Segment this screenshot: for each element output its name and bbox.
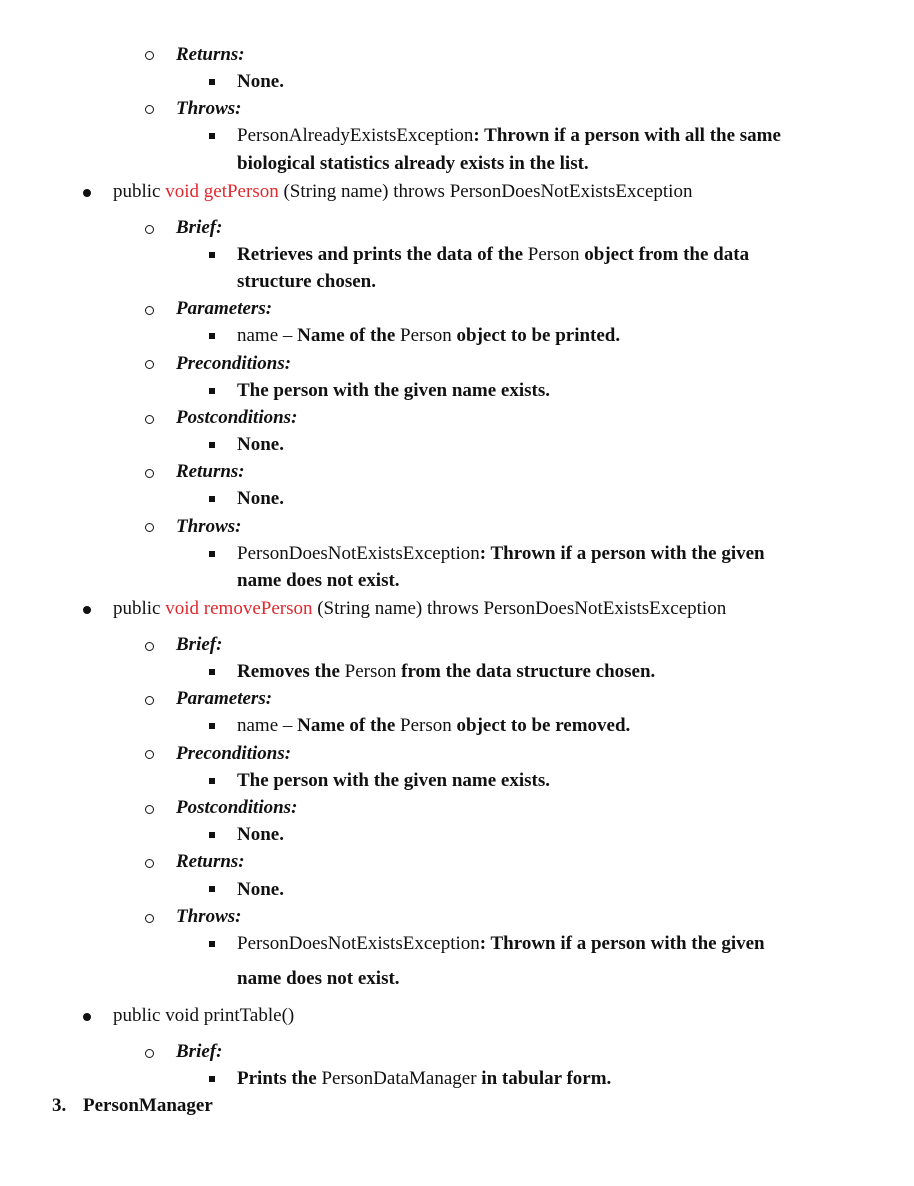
preconditions-label: Preconditions:: [176, 353, 292, 374]
postcondition-text: None.: [237, 434, 284, 455]
brief-label: Brief:: [176, 217, 223, 238]
bullet-square: [209, 551, 215, 557]
throws-label: Throws:: [176, 906, 242, 927]
bullet-square: [209, 1076, 215, 1082]
bullet-square: [209, 133, 215, 139]
bullet-square: [209, 832, 215, 838]
returns-value: None.: [237, 488, 284, 509]
postconditions-label: Postconditions:: [176, 407, 298, 428]
bullet-square: [209, 252, 215, 258]
brief-label: Brief:: [176, 634, 223, 655]
brief-text: Prints the PersonDataManager in tabular form.: [237, 1068, 612, 1089]
returns-value: None.: [237, 879, 284, 900]
postcondition-text: None.: [237, 824, 284, 845]
bullet-disc: [83, 189, 91, 197]
bullet-o: [145, 859, 154, 868]
bullet-o: [145, 415, 154, 424]
parameters-label: Parameters:: [176, 688, 273, 709]
bullet-o: [145, 642, 154, 651]
section-number: 3.: [52, 1095, 67, 1116]
returns-label: Returns:: [176, 44, 245, 65]
bullet-o: [145, 306, 154, 315]
bullet-square: [209, 723, 215, 729]
throws-line: PersonDoesNotExistsException: Thrown if a person with the given: [237, 543, 765, 564]
method-signature-getperson: public void getPerson (String name) throws PersonDoesNotExistsException: [113, 181, 693, 202]
parameter-name: name – Name of the Person object to be printed.: [237, 325, 621, 346]
throws-line-cont: name does not exist.: [237, 570, 400, 591]
throws-label: Throws:: [176, 516, 242, 537]
bullet-o: [145, 805, 154, 814]
bullet-square: [209, 941, 215, 947]
preconditions-label: Preconditions:: [176, 743, 292, 764]
bullet-o: [145, 225, 154, 234]
bullet-square: [209, 778, 215, 784]
bullet-square: [209, 496, 215, 502]
throws-line: PersonAlreadyExistsException: Thrown if a person with all the same: [237, 125, 781, 146]
precondition-text: The person with the given name exists.: [237, 770, 550, 791]
bullet-o: [145, 105, 154, 114]
bullet-o: [145, 1049, 154, 1058]
section-title: PersonManager: [83, 1095, 213, 1116]
bullet-disc: [83, 1013, 91, 1021]
bullet-o: [145, 360, 154, 369]
bullet-o: [145, 51, 154, 60]
brief-text-cont: structure chosen.: [237, 271, 376, 292]
parameters-label: Parameters:: [176, 298, 273, 319]
throws-line-cont: name does not exist.: [237, 968, 400, 989]
throws-label: Throws:: [176, 98, 242, 119]
bullet-o: [145, 469, 154, 478]
bullet-square: [209, 79, 215, 85]
precondition-text: The person with the given name exists.: [237, 380, 550, 401]
brief-text: Retrieves and prints the data of the Person object from the data: [237, 244, 750, 265]
bullet-square: [209, 886, 215, 892]
bullet-o: [145, 696, 154, 705]
brief-label: Brief:: [176, 1041, 223, 1062]
bullet-square: [209, 442, 215, 448]
returns-label: Returns:: [176, 461, 245, 482]
returns-value: None.: [237, 71, 284, 92]
parameter-name: name – Name of the Person object to be removed.: [237, 715, 631, 736]
postconditions-label: Postconditions:: [176, 797, 298, 818]
bullet-o: [145, 750, 154, 759]
throws-line-cont: biological statistics already exists in the list.: [237, 153, 589, 174]
bullet-o: [145, 523, 154, 532]
throws-line: PersonDoesNotExistsException: Thrown if a person with the given: [237, 933, 765, 954]
bullet-square: [209, 669, 215, 675]
bullet-square: [209, 333, 215, 339]
method-signature-removeperson: public void removePerson (String name) throws PersonDoesNotExistsException: [113, 598, 727, 619]
method-signature-printtable: public void printTable(): [113, 1005, 295, 1026]
bullet-square: [209, 388, 215, 394]
bullet-disc: [83, 606, 91, 614]
bullet-o: [145, 914, 154, 923]
brief-text: Removes the Person from the data structure chosen.: [237, 661, 656, 682]
returns-label: Returns:: [176, 851, 245, 872]
